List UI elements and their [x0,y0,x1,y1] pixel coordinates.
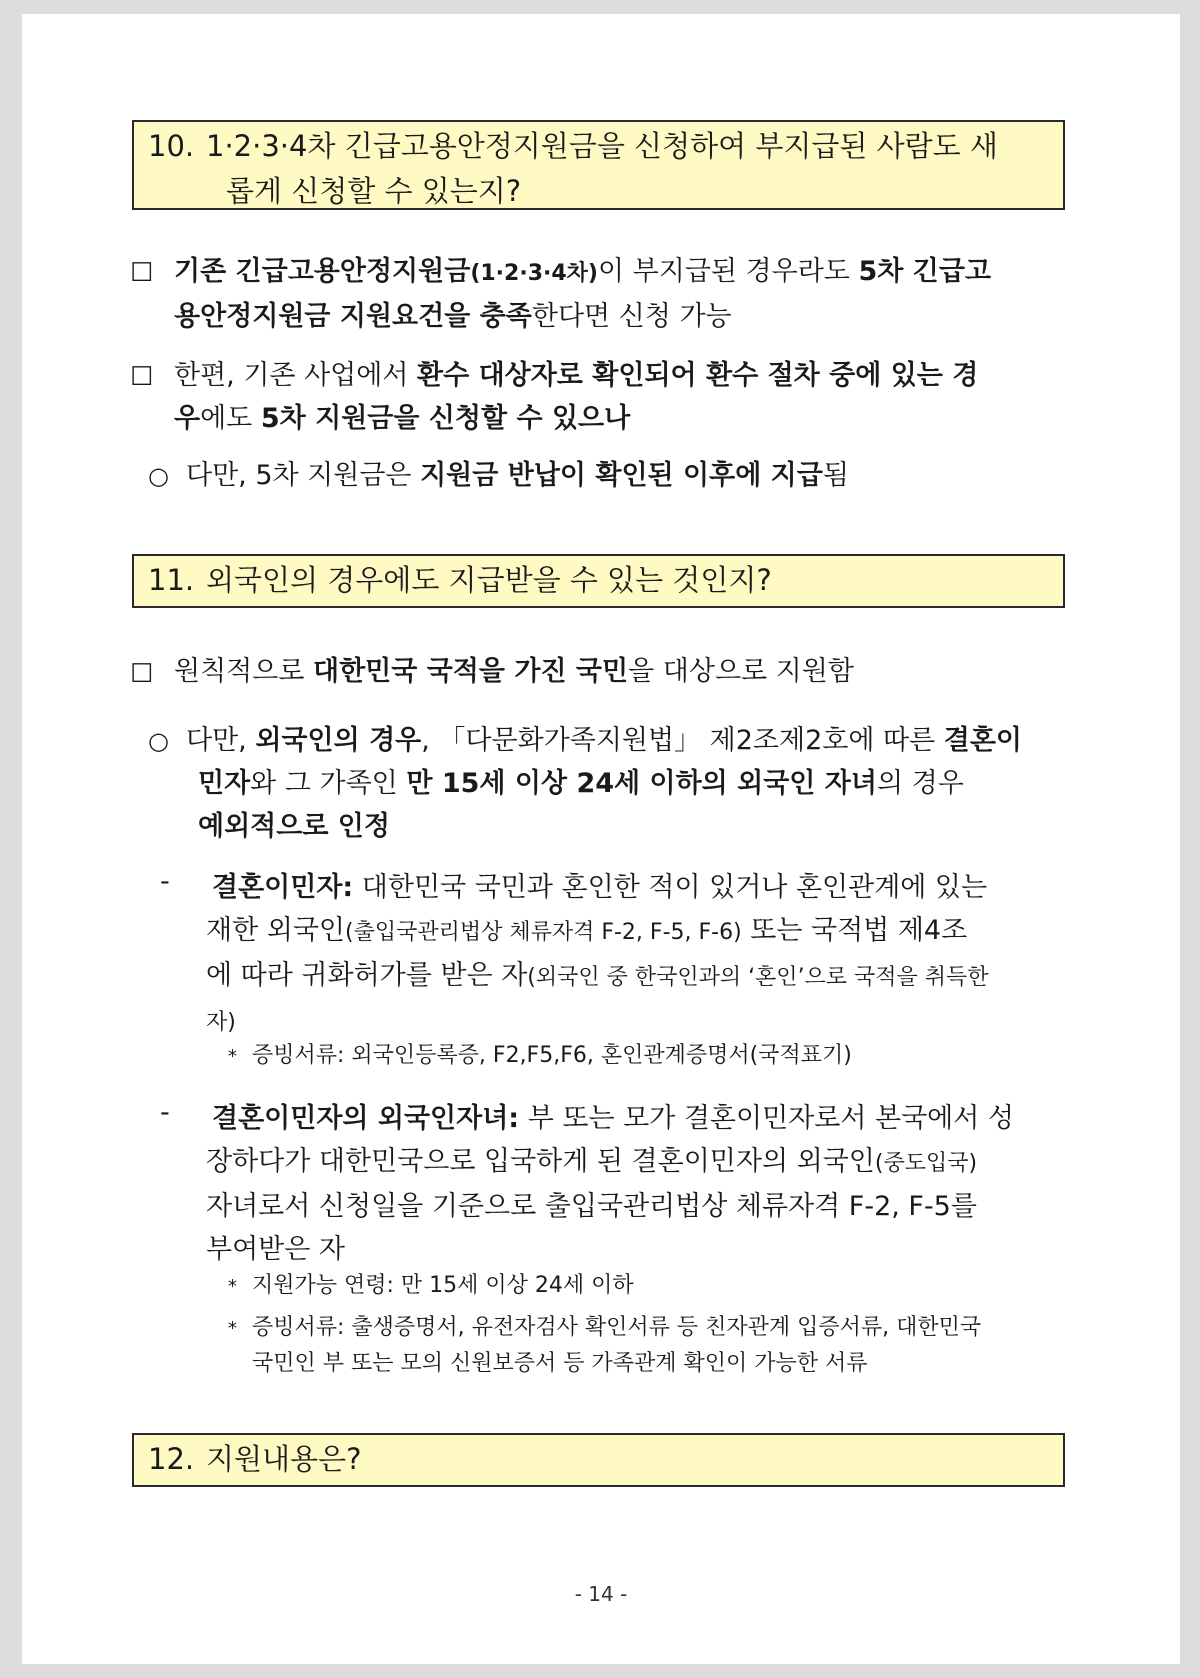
bold-text: 예외적으로 인정 [198,811,390,842]
bold-text: 우 [174,403,201,434]
bold-text: 용안정지원금 지원요건을 충족 [174,301,532,332]
asterisk-marker: * [228,1318,237,1339]
note-line: 국민인 부 또는 모의 신원보증서 등 가족관계 확인이 가능한 서류 [252,1351,868,1376]
text: 의 경우 [876,768,964,799]
q11-evidence-note-2 [252,1310,981,1382]
text: 또는 국적법 제4조 [741,915,968,946]
text: 다만, 5차 지원금은 [186,460,421,491]
q10-paragraph-3 [186,454,1086,497]
dash-marker: - [160,866,170,897]
question-11-box [132,554,1065,608]
circle-marker: ○ [148,462,169,490]
question-number: 10. [148,129,195,163]
text: 와 그 가족인 [250,768,407,799]
text: 한다면 신청 가능 [531,301,732,332]
question-number: 12. [148,1442,195,1476]
asterisk-marker: * [228,1046,237,1067]
text: 대한민국 국민과 혼인한 적이 있거나 혼인관계에 있는 [353,872,988,903]
text: 원칙적으로 [174,656,313,687]
dash-marker: - [160,1097,170,1128]
checkbox-marker: ☐ [130,659,154,689]
question-10-box [132,120,1065,210]
page-number: - 14 - [574,1582,628,1606]
bold-text: 기존 긴급고용안정지원금 [174,256,471,287]
q11-definition-marriage-migrant [192,866,1092,1044]
q10-paragraph-2 [174,354,1089,440]
circle-marker: ○ [148,727,169,755]
question-10-line2: 롭게 신청할 수 있는지? [226,174,522,208]
bold-text: 만 15세 이상 24세 이하의 외국인 자녀 [406,768,877,799]
text: 부여받은 자 [206,1234,345,1265]
small-text: (출입국관리법상 체류자격 F-2, F-5, F-6) [345,920,742,945]
text: 장하다가 대한민국으로 입국하게 된 결혼이민자의 외국인 [206,1146,875,1177]
bold-text: 5차 긴급고 [858,256,991,287]
q11-definition-migrant-child [192,1097,1092,1271]
question-11-line1 [148,558,1049,603]
bold-text: 5차 지원금을 신청할 수 있으나 [260,403,631,434]
question-text: 지원내용은? [206,1442,362,1476]
text: 재한 외국인 [206,915,345,946]
text: 다만, [186,725,256,756]
text: 에 따라 귀화허가를 받은 자 [206,960,528,991]
checkbox-marker: ☐ [130,362,154,392]
text: , 「다문화가족지원법」 제2조제2호에 따른 [421,725,944,756]
text: 부 또는 모가 결혼이민자로서 본국에서 성 [519,1103,1014,1134]
question-12-line1 [148,1437,1049,1482]
small-text: (중도입국) [874,1151,978,1176]
text: 이 부지급된 경우라도 [597,256,859,287]
small-text: (외국인 중 한국인과의 ‘혼인’으로 국적을 취득한 [527,965,989,990]
q11-age-note: 지원가능 연령: 만 15세 이상 24세 이하 [252,1273,634,1298]
bold-text: 지원금 반납이 확인된 이후에 지급 [420,460,823,491]
q11-paragraph-2 [186,719,1086,848]
question-10-line1 [148,124,1049,169]
text: 자녀로서 신청일을 기준으로 출입국관리법상 체류자격 F-2, F-5를 [206,1191,977,1222]
q11-paragraph-1 [174,650,1089,693]
bold-text: 환수 대상자로 확인되어 환수 절차 중에 있는 경 [417,360,979,391]
bold-text: 결혼이민자의 외국인자녀: [212,1103,520,1134]
question-12-box [132,1433,1065,1487]
text: 을 대상으로 지원함 [628,656,854,687]
bold-text: 결혼이 [943,725,1022,756]
bold-text: 결혼이민자: [212,872,354,903]
question-text: 외국인의 경우에도 지급받을 수 있는 것인지? [206,563,772,597]
bold-text: 외국인의 경우 [255,725,422,756]
q10-paragraph-1 [174,250,1089,338]
bold-text: (1·2·3·4차) [470,261,598,286]
asterisk-marker: * [228,1276,237,1297]
question-text: 1·2·3·4차 긴급고용안정지원금을 신청하여 부지급된 사람도 새 [206,129,998,163]
document-page [22,14,1180,1664]
small-text: 자) [206,1010,236,1035]
bold-text: 대한민국 국적을 가진 국민 [313,656,629,687]
q11-evidence-note-1: 증빙서류: 외국인등록증, F2,F5,F6, 혼인관계증명서(국적표기) [252,1043,852,1068]
question-number: 11. [148,563,195,597]
text: 됨 [822,460,849,491]
text: 한편, 기존 사업에서 [174,360,417,391]
text: 에도 [200,403,261,434]
note-line: 증빙서류: 출생증명서, 유전자검사 확인서류 등 친자관계 입증서류, 대한민국 [252,1315,982,1340]
checkbox-marker: ☐ [130,258,154,288]
bold-text: 민자 [198,768,251,799]
